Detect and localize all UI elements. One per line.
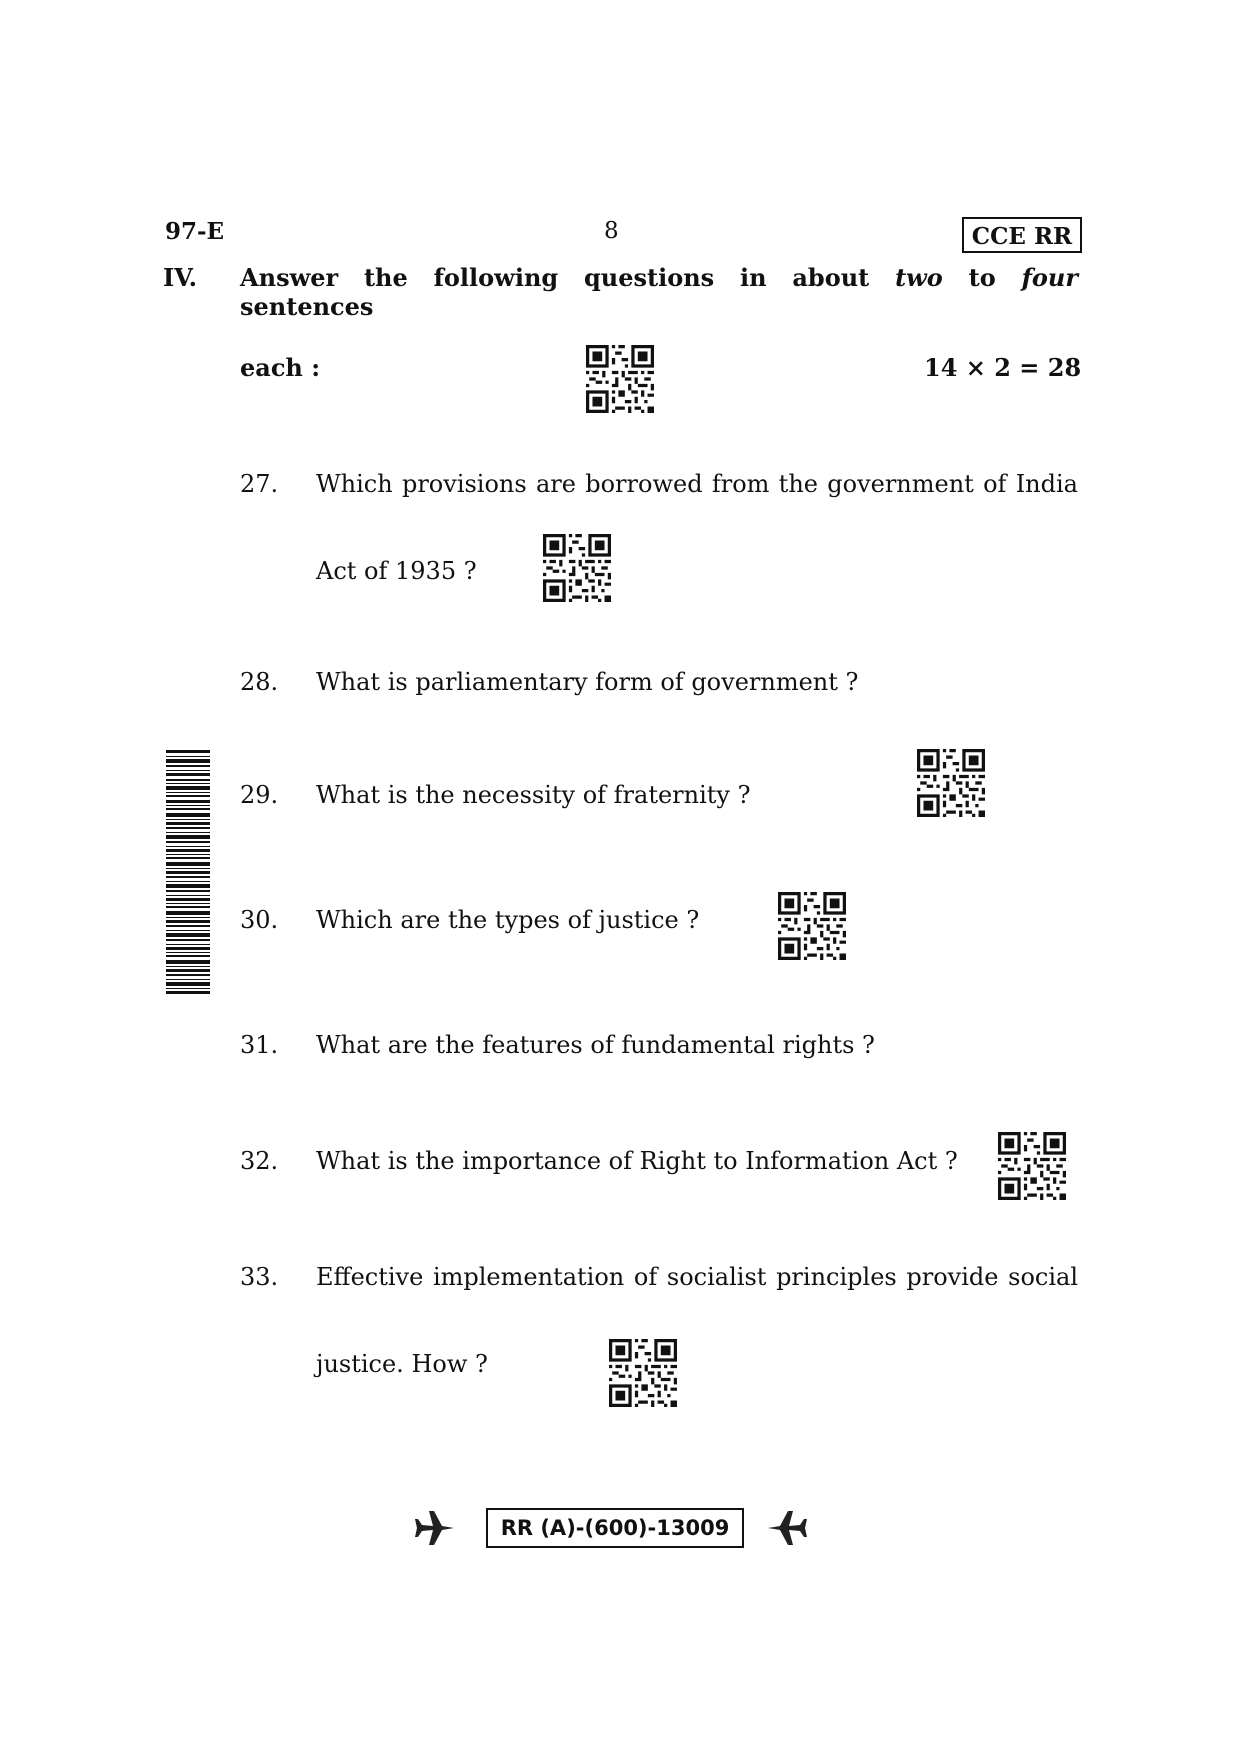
airplane-icon (762, 1505, 808, 1551)
section-number: IV. (163, 263, 198, 292)
question-text: What is parliamentary form of government ? (316, 668, 859, 696)
question-text-line2: justice. How ? (316, 1350, 488, 1378)
question-text: What is the necessity of fraternity ? (316, 781, 751, 809)
question-text: What is the importance of Right to Information Act ? (316, 1147, 958, 1175)
paper-code: 97-E (165, 218, 225, 245)
qr-code-icon (917, 749, 985, 817)
footer-code: RR (A)-(600)-13009 (486, 1508, 744, 1548)
question-text: What are the features of fundamental rights ? (316, 1031, 875, 1059)
question-text: Which are the types of justice ? (316, 906, 700, 934)
section-instruction-line2: each : (240, 353, 321, 382)
question-number: 29. (240, 781, 279, 809)
section-marks: 14 × 2 = 28 (924, 353, 1082, 382)
question-number: 27. (240, 470, 279, 498)
qr-code-icon (998, 1132, 1066, 1200)
question-number: 31. (240, 1031, 279, 1059)
airplane-icon (414, 1505, 460, 1551)
barcode-icon (166, 750, 210, 994)
question-number: 28. (240, 668, 279, 696)
question-text: Which provisions are borrowed from the government of India (316, 470, 1078, 498)
section-instruction: Answer the following questions in about two to four sentences (240, 263, 1078, 321)
question-text: Effective implementation of socialist principles provide social (316, 1263, 1078, 1291)
question-text-line2: Act of 1935 ? (316, 557, 477, 585)
page-number: 8 (604, 218, 619, 244)
qr-code-icon (586, 345, 654, 413)
qr-code-icon (778, 892, 846, 960)
question-number: 30. (240, 906, 279, 934)
question-number: 33. (240, 1263, 279, 1291)
qr-code-icon (543, 534, 611, 602)
series-label: CCE RR (962, 217, 1082, 253)
question-number: 32. (240, 1147, 279, 1175)
qr-code-icon (609, 1339, 677, 1407)
